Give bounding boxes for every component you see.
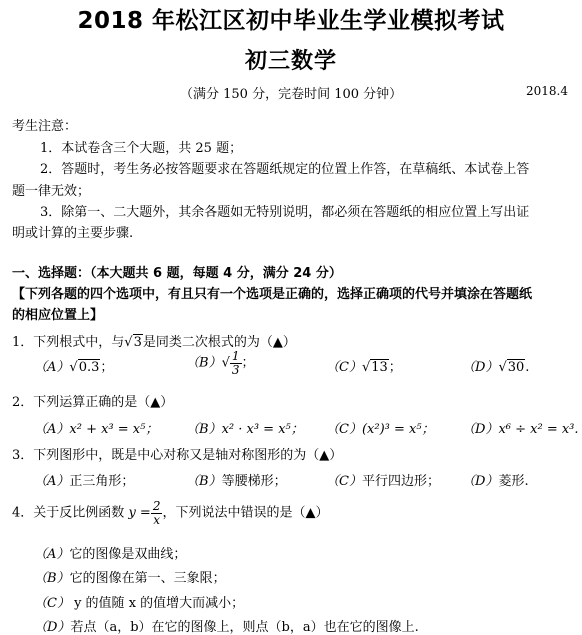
question-text: 是同类二次根式的为（▲） bbox=[142, 335, 296, 350]
question-2-option-c: （C）(x²)³ = x⁵； bbox=[326, 422, 435, 437]
question-4-option-d: （D）若点（a，b）在它的图像上，则点（b，a）也在它的图像上. bbox=[34, 620, 419, 635]
question-1-option-c: （C）√13； bbox=[326, 360, 402, 375]
question-4-option-b: （B）它的图像在第一、三象限； bbox=[34, 571, 226, 586]
question-4-option-a: （A）它的图像是双曲线； bbox=[34, 547, 187, 562]
notice-item-2: 2．答题时，考生务必按答题要求在答题纸规定的位置上作答，在草稿纸、本试卷上答 bbox=[40, 162, 530, 177]
question-3-option-b: （B）等腰梯形； bbox=[186, 474, 287, 489]
fraction: $\frac{2}{x}$ bbox=[152, 499, 161, 527]
question-1-option-b: （B）√ $\frac{1}{3}$ ； bbox=[186, 349, 255, 377]
sqrt-expression: √30 bbox=[498, 360, 525, 375]
section-instruction: 【下列各题的四个选项中，有且只有一个选项是正确的，选择正确项的代号并填涂在答题纸 bbox=[12, 287, 533, 302]
notice-item-3-cont: 明或计算的主要步骤. bbox=[12, 226, 134, 241]
notice-heading: 考生注意： bbox=[12, 119, 78, 134]
fraction: $\frac{1}{3}$ bbox=[231, 349, 240, 377]
question-3-stem: 3．下列图形中，既是中心对称又是轴对称图形的为（▲） bbox=[12, 448, 343, 463]
question-3-option-a: （A）正三角形； bbox=[34, 474, 135, 489]
question-3-option-c: （C）平行四边形； bbox=[326, 474, 440, 489]
question-2-option-b: （B）x² · x³ = x⁵； bbox=[186, 422, 304, 437]
question-4-option-c: （C） y 的值随 x 的值增大而减小； bbox=[34, 596, 245, 611]
function-expression: y = bbox=[128, 505, 151, 521]
notice-item-3: 3．除第一、二大题外，其余各题如无特别说明，都必须在答题纸的相应位置上写出证 bbox=[40, 205, 530, 220]
question-1-stem bbox=[12, 331, 296, 350]
notice-item-1: 1．本试卷含三个大题，共 25 题； bbox=[40, 141, 243, 156]
section-heading: 一、选择题：（本大题共 6 题，每题 4 分，满分 24 分） bbox=[12, 266, 342, 281]
notice-item-2-cont: 题一律无效； bbox=[12, 184, 91, 199]
question-1-option-a: （A）√0.3； bbox=[34, 360, 114, 375]
exam-date: 2018.4 bbox=[526, 84, 568, 98]
question-2-option-a: （A）x² + x³ = x⁵； bbox=[34, 422, 159, 437]
question-2-stem: 2．下列运算正确的是（▲） bbox=[12, 395, 174, 410]
question-2-option-d: （D）x⁶ ÷ x² = x³. bbox=[462, 422, 579, 437]
section-instruction-cont: 的相应位置上】 bbox=[12, 308, 104, 323]
sqrt-expression: √3 bbox=[124, 335, 142, 350]
question-text: 下列根式中，与 bbox=[33, 335, 125, 350]
sqrt-expression: √0.3 bbox=[69, 360, 100, 375]
exam-title: 2018 年松江区初中毕业生学业模拟考试 bbox=[77, 8, 505, 34]
sqrt-expression: √13 bbox=[361, 360, 388, 375]
exam-subtitle: 初三数学 bbox=[244, 49, 337, 74]
question-3-option-d: （D）菱形. bbox=[462, 474, 529, 489]
question-1-option-d: （D）√30. bbox=[462, 360, 530, 375]
question-number: 1． bbox=[12, 335, 34, 350]
question-4-stem: 4．关于反比例函数 y = $\frac{2}{x}$ ，下列说法中错误的是（▲） bbox=[12, 499, 329, 527]
score-note: （满分 150 分，完卷时间 100 分钟） bbox=[180, 87, 403, 102]
